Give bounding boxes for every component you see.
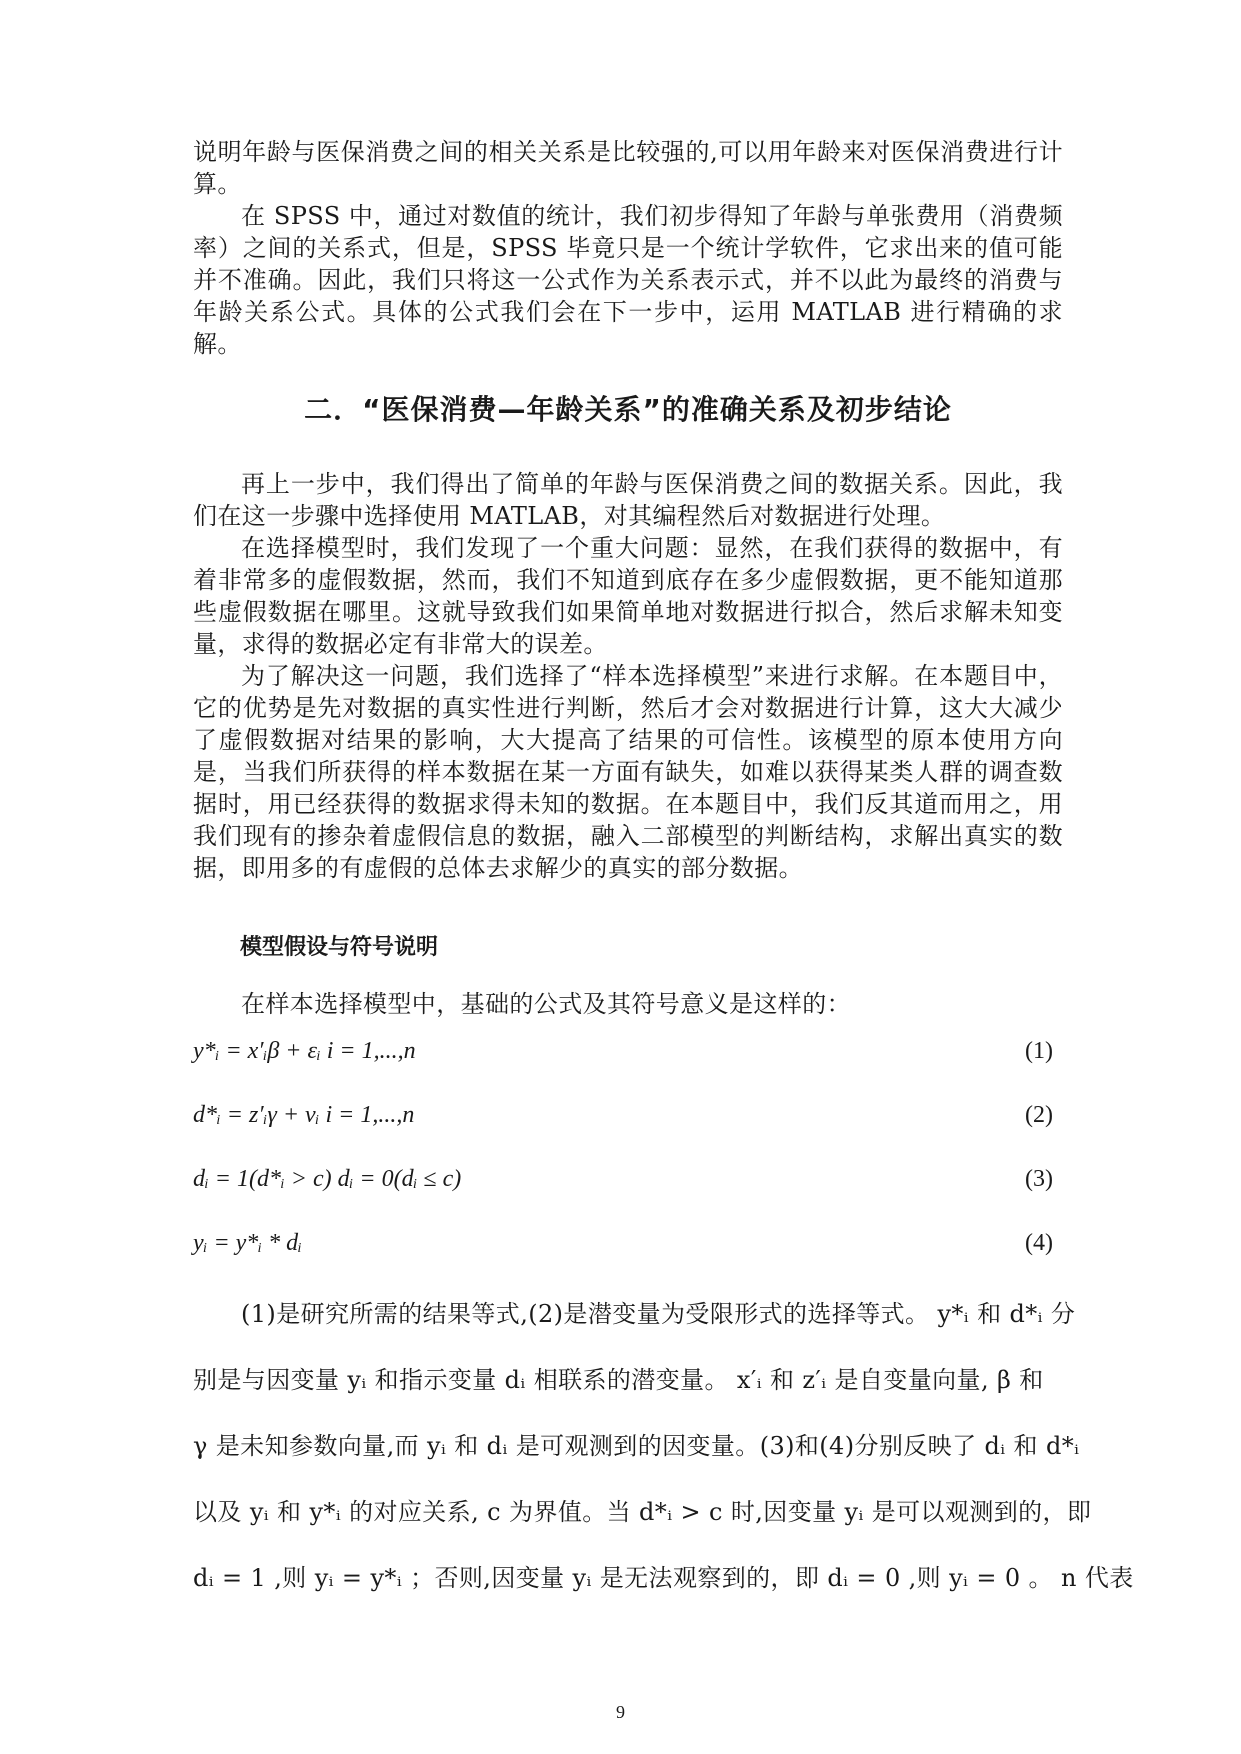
body-line-5: dᵢ = 1 ,则 yᵢ = y*ᵢ ；否则,因变量 yᵢ 是无法观察到的，即 dᵢ = 0 ,则 yᵢ = 0 。 n 代表 [193, 1564, 1134, 1592]
equation-4 [193, 1230, 1053, 1266]
equation-number: (3) [1025, 1166, 1053, 1192]
body-line-4: 以及 yᵢ 和 y*ᵢ 的对应关系, c 为界值。当 d*ᵢ > c 时,因变量 yᵢ 是可以观测到的，即 [193, 1498, 1092, 1526]
paragraph-4: 在选择模型时，我们发现了一个重大问题：显然，在我们获得的数据中，有着非常多的虚假数据，然而，我们不知道到底存在多少虚假数据，更不能知道那些虚假数据在哪里。这就导致我们如果简单地对数据进行拟合，然后求解未知变量，求得的数据必定有非常大的误差。 [193, 534, 1063, 658]
page-number: 9 [616, 1702, 625, 1722]
subheading: 模型假设与符号说明 [240, 935, 439, 960]
body-line-2: 别是与因变量 yᵢ 和指示变量 dᵢ 相联系的潜变量。 x′ᵢ 和 z′ᵢ 是自变量向量, β 和 [193, 1366, 1044, 1394]
equation-formula: dᵢ = 1(d*ᵢ > c) dᵢ = 0(dᵢ ≤ c) [193, 1166, 462, 1192]
paragraph-2: 在 SPSS 中，通过对数值的统计，我们初步得知了年龄与单张费用（消费频率）之间的关系式，但是，SPSS 毕竟只是一个统计学软件，它求出来的值可能并不准确。因此，我们只将这一公式作为关系表示式，并不以此为最终的消费与年龄关系公式。具体的公式我们会在下一步中，运用 MATLAB 进行精确的求解。 [193, 202, 1063, 358]
equation-number: (2) [1025, 1102, 1053, 1128]
equation-2 [193, 1102, 1053, 1138]
equation-formula: yᵢ = y*ᵢ * dᵢ [193, 1230, 302, 1256]
intro-line: 在样本选择模型中，基础的公式及其符号意义是这样的： [241, 990, 851, 1018]
paragraph-5: 为了解决这一问题，我们选择了“样本选择模型”来进行求解。在本题目中，它的优势是先对数据的真实性进行判断，然后才会对数据进行计算，这大大减少了虚假数据对结果的影响，大大提高了结果的可信性。该模型的原本使用方向是，当我们所获得的样本数据在某一方面有缺失，如难以获得某类人群的调查数据时，用已经获得的数据求得未知的数据。在本题目中，我们反其道而用之，用我们现有的掺杂着虚假信息的数据，融入二部模型的判断结构，求解出真实的数据，即用多的有虚假的总体去求解少的真实的部分数据。 [193, 662, 1063, 882]
equation-1 [193, 1038, 1053, 1074]
equation-formula: y*ᵢ = x′ᵢβ + εᵢ i = 1,...,n [193, 1038, 416, 1064]
body-line-3: γ 是未知参数向量,而 yᵢ 和 dᵢ 是可观测到的因变量。(3)和(4)分别反映了 dᵢ 和 d*ᵢ [193, 1432, 1080, 1460]
section-heading: 二．“医保消费—年龄关系”的准确关系及初步结论 [304, 393, 952, 426]
equation-number: (4) [1025, 1230, 1053, 1256]
equation-3 [193, 1166, 1053, 1202]
paragraph-1: 说明年龄与医保消费之间的相关关系是比较强的,可以用年龄来对医保消费进行计算。 [193, 138, 1063, 198]
body-line-1: (1)是研究所需的结果等式,(2)是潜变量为受限形式的选择等式。 y*ᵢ 和 d*ᵢ 分 [241, 1300, 1076, 1328]
paragraph-3: 再上一步中，我们得出了简单的年龄与医保消费之间的数据关系。因此，我们在这一步骤中选择使用 MATLAB，对其编程然后对数据进行处理。 [193, 470, 1063, 530]
equation-number: (1) [1025, 1038, 1053, 1064]
equation-formula: d*ᵢ = z′ᵢγ + vᵢ i = 1,...,n [193, 1102, 415, 1128]
